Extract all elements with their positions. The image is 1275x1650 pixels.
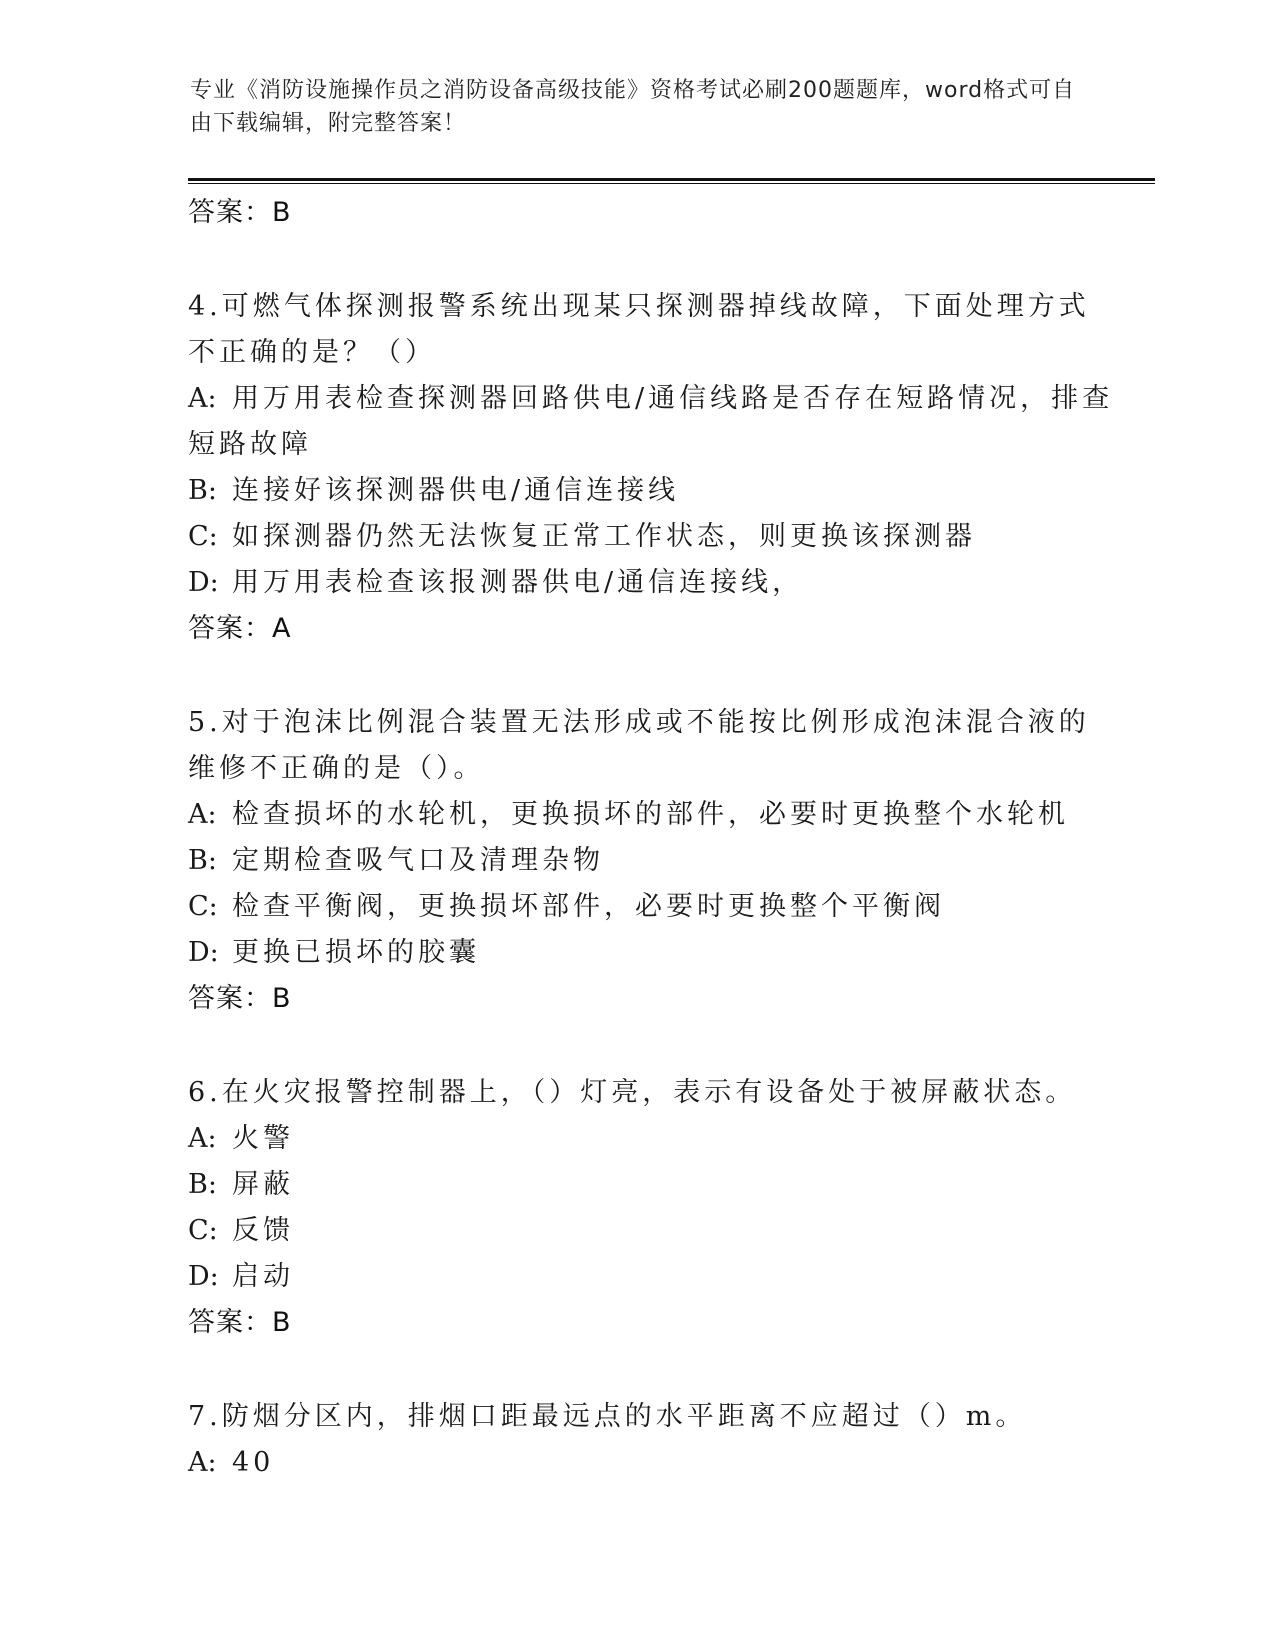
option-text: 用万用表检查该报测器供电/通信连接线，	[232, 567, 804, 598]
question-block	[188, 700, 1118, 1022]
option-text: 如探测器仍然无法恢复正常工作状态，则更换该探测器	[232, 521, 976, 552]
option-text: 连接好该探测器供电/通信连接线	[232, 475, 680, 506]
option-text: 屏蔽	[232, 1169, 294, 1200]
question-text: 5.对于泡沫比例混合装置无法形成或不能按比例形成泡沫混合液的维修不正确的是（）。	[188, 707, 1090, 784]
option-c	[188, 1208, 1118, 1254]
question-text: 7.防烟分区内，排烟口距最远点的水平距离不应超过（）m。	[188, 1401, 1027, 1432]
option-letter: C:	[188, 1215, 218, 1246]
answer-label: 答案：B	[188, 983, 292, 1014]
option-b	[188, 1162, 1118, 1208]
option-letter: A:	[188, 799, 217, 830]
option-letter: B:	[188, 845, 217, 876]
option-text: 检查损坏的水轮机，更换损坏的部件，必要时更换整个水轮机	[232, 799, 1069, 830]
option-text: 检查平衡阀，更换损坏部件，必要时更换整个平衡阀	[232, 891, 945, 922]
option-letter: A:	[188, 1447, 217, 1478]
option-a	[188, 376, 1118, 468]
option-letter: C:	[188, 891, 218, 922]
option-text: 启动	[232, 1261, 294, 1292]
option-a	[188, 792, 1118, 838]
question-block	[188, 284, 1118, 652]
question-text: 6.在火灾报警控制器上，（）灯亮，表示有设备处于被屏蔽状态。	[188, 1077, 1077, 1108]
option-letter: D:	[188, 567, 219, 598]
option-letter: A:	[188, 1123, 217, 1154]
answer-label: 答案：B	[188, 1307, 292, 1338]
option-b	[188, 468, 1118, 514]
option-letter: D:	[188, 1261, 219, 1292]
question-block	[188, 1394, 1118, 1486]
option-text: 40	[232, 1447, 275, 1478]
option-text: 用万用表检查探测器回路供电/通信线路是否存在短路情况，排查短路故障	[188, 383, 1114, 460]
option-letter: B:	[188, 475, 217, 506]
option-c	[188, 884, 1118, 930]
option-text: 反馈	[232, 1215, 294, 1246]
option-text: 火警	[232, 1123, 294, 1154]
option-letter: A:	[188, 383, 217, 414]
question-text: 4.可燃气体探测报警系统出现某只探测器掉线故障，下面处理方式不正确的是？（）	[188, 291, 1090, 368]
option-letter: D:	[188, 937, 219, 968]
option-text: 定期检查吸气口及清理杂物	[232, 845, 604, 876]
option-d	[188, 930, 1118, 976]
option-b	[188, 838, 1118, 884]
question-content	[188, 190, 1118, 1486]
option-letter: C:	[188, 521, 218, 552]
option-letter: B:	[188, 1169, 217, 1200]
header-divider-thin	[188, 183, 1155, 184]
option-d	[188, 1254, 1118, 1300]
option-c	[188, 514, 1118, 560]
option-text: 更换已损坏的胶囊	[232, 937, 480, 968]
option-a	[188, 1440, 1118, 1486]
answer-label: 答案：A	[188, 613, 292, 644]
option-a	[188, 1116, 1118, 1162]
question-block	[188, 1070, 1118, 1346]
header-divider-thick	[188, 178, 1155, 181]
answer-label: 答案：B	[188, 197, 292, 228]
option-d	[188, 560, 1118, 606]
document-header: 专业《消防设施操作员之消防设备高级技能》资格考试必刷200题题库，word格式可自由下载编辑，附完整答案！	[190, 78, 1076, 136]
